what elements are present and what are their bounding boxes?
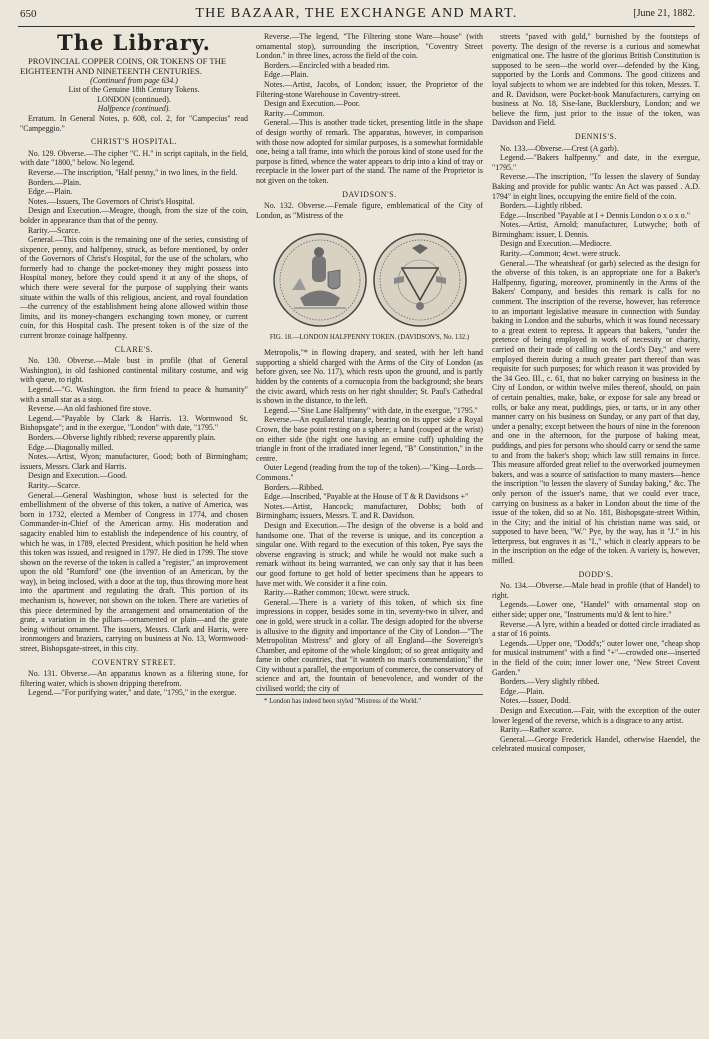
erratum: Erratum. In General Notes, p. 608, col. 2, for "Campecius" read "Campeggio." <box>20 113 248 133</box>
paragraph: Reverse.—An old fashioned fire stove. <box>28 404 152 414</box>
paragraph: Notes.—Issuer, Dodd. <box>500 696 571 706</box>
article-title: PROVINCIAL COPPER COINS, OR TOKENS OF THE EIGHTEENTH AND NINETEENTH CENTURIES. <box>20 55 227 76</box>
paragraph: General.—There is a variety of this token, of which six fine impressions in copper, besides some in tin, seventy-two in silver, and one in gold, were struck in a collar. The design adopted for the obverse is allusive to the dignity and importance of the City of London—"The Metropolitan Mistress" and glory of all England—the Sovereign's Chamber, and epitome of the whole kingdom; of so great antiquity and fame in other countries, that "it wanteth no man's commendation;" the City without a parallel, the emporium of commerce, the conservatory of science and art, the fountain of benevolence, and wonder of the civilised world; the city of <box>256 597 483 694</box>
paragraph: Borders.—Obverse lightly ribbed; reverse apparently plain. <box>28 432 216 442</box>
paragraph: streets "paved with gold," burnished by the footsteps of poverty. The design of the reverse is a curious and somewhat enigmatical one. The lustre of the glorious British Constitution is supposed to be seen—the world over—defended by the King, supported by the Lords and Commons. The good citizens and loyal subjects to whom we are indebted for this token, Messrs. T. and R. Davidson, were Pocket-book Manufacturers, carrying on business at No. 18, Sise-lane, Bucklersbury, London; and we believe the firm, just prior to the issue of the token, was Davidson and Field. <box>492 32 700 128</box>
coin-obverse <box>274 234 366 326</box>
paragraph: No. 134.—Obverse.—Male head in profile (that of Handel) to right. <box>492 581 700 600</box>
paragraph: Rarity.—Common; 4cwt. were struck. <box>500 249 621 259</box>
paragraph: Design and Execution.—Poor. <box>264 99 360 109</box>
paragraph: No. 129. Obverse.—The cipher "C. H." in script capitals, in the field, with date "1800," below. No legend. <box>20 148 248 168</box>
paragraph: Legend.—"Payable by Clark & Harris. 13. Wormwood St. Bishopsgate"; and in the exergue, "London" with date, "1795." <box>20 413 248 433</box>
location-heading: LONDON (continued). <box>97 94 171 104</box>
coin-reverse <box>374 234 466 326</box>
paragraph: Borders.—Plain. <box>28 177 82 187</box>
section-heading-dennis: DENNIS'S. <box>574 131 618 141</box>
paragraph: Borders.—Lightly ribbed. <box>500 201 583 211</box>
paragraph: Reverse.—The inscription, "To lessen the slavery of Sunday Baking and provide for public wants: An Act was passed . A.D. 1794" in eight lines, occupying the entire field of the coin. <box>492 172 700 201</box>
paragraph: Borders.—Encircled with a beaded rim. <box>264 60 390 70</box>
paragraph: Rarity.—Rather scarce. <box>500 725 574 735</box>
paragraph: Legend.—"For purifying water," and date, "1795," in the exergue. <box>28 688 237 698</box>
page-header <box>18 4 695 27</box>
paragraph: No. 131. Obverse.—An apparatus known as a filtering stone, for filtering water, which is shown dripping therefrom. <box>20 669 248 688</box>
paragraph: Reverse.—The legend, "The Filtering stone Ware—house" (with ornamental stop), surrounding the inscription, "Coventry Street London." in three lines, across the field of the coin. <box>256 32 483 61</box>
paragraph: Notes.—Artist, Hancock; manufacturer, Dobbs; both of Birmingham; issuers, Messrs. T. and R. Davidson. <box>256 501 483 521</box>
section-heading-dodds: DODD'S. <box>578 569 614 579</box>
paragraph: Rarity.—Scarce. <box>28 225 81 235</box>
paragraph: Notes.—Issuers, The Governors of Christ's Hospital. <box>28 196 195 206</box>
paragraph: General.—George Frederick Handel, otherwise Haendel, the celebrated musical composer, <box>492 734 700 754</box>
paragraph: Borders.—Ribbed. <box>264 482 324 492</box>
paragraph: Design and Execution.—The design of the obverse is a bold and handsome one. That of the reverse is unique, and its conception a singular one. With regard to the execution of this token, Pye says the obverse engraving is struck; and while he would not make such a remark without its being warranted, we can only say that it has been our good fortune to get hold of better specimens than he appears to have met with. We consider it a fine coin. <box>256 520 483 588</box>
paragraph: Outer Legend (reading from the top of the token).—"King—Lords—Commons." <box>256 463 483 482</box>
paragraph: Edge.—Inscribed, "Payable at the House of T & R Davidsons +" <box>264 492 469 502</box>
paragraph: No. 130. Obverse.—Male bust in profile (that of General Washington), in old fashioned continental military costume, and wig with queue, to right. <box>20 356 248 385</box>
section-heading-davidsons: DAVIDSON'S. <box>342 189 397 199</box>
list-title: List of the Genuine 18th Century Tokens. <box>68 85 200 95</box>
column-3 <box>492 32 700 1033</box>
footnote: * London has indeed been styled "Mistress of the World." <box>256 694 483 707</box>
coin-illustration <box>270 228 470 332</box>
paragraph: No. 133.—Obverse.—Crest (A garb). <box>500 143 619 153</box>
figure-caption: FIG. 18.—LONDON HALFPENNY TOKEN. (DAVIDSON'S, No. 132.) <box>269 334 470 342</box>
paragraph: Edge.—Inscribed "Payable at I + Dennis London o x o x o." <box>500 210 690 220</box>
paragraph: Reverse.—An equilateral triangle, bearing on its upper side a Royal Crown, the base point resting on a sphere; a hand (couped at the wrist) on either side (the right one having an ermine cuff) upholding the triangle in front of the irradiated inner legend, "B" Constitution," in the centre. <box>256 415 483 463</box>
paragraph: Legends.—Upper one, "Dodd's;" outer lower one, "cheap shop for musical instrument" with a find "+"—crowded one—inserted in the field of the coin; inner lower one, "New Street Covent Garden." <box>492 638 700 677</box>
section-heading-clares: CLARE'S. <box>114 344 154 354</box>
paragraph: Reverse.—A lyre, within a beaded or dotted circle irradiated as a star of 16 points. <box>492 619 700 639</box>
library-masthead: The Library. <box>57 32 211 55</box>
issue-date: [June 21, 1882. <box>633 8 695 19</box>
section-heading-christs-hospital: CHRIST'S HOSPITAL. <box>90 137 178 147</box>
section-heading-coventry-street: COVENTRY STREET. <box>91 657 177 667</box>
paragraph: Design and Execution.—Meagre, though, from the size of the coin, bolder in appearance than that of the penny. <box>20 206 248 225</box>
paragraph: Legends.—Lower one, "Handel" with ornamental stop on either side; upper one, "Instruments mu'd & lent to hire." <box>492 600 700 620</box>
paragraph: General.—This is another trade ticket, presenting little in the shape of design worthy of remark. The apparatus, however, in comparison with those now adopted for similar purposes, is a somewhat formidable one, being a tall frame, into which the porous kind of stone used for the purpose is fitted, whence the water appears to drip into a kind of tray or receptacle in the lower part of the stand. The name of the Proprietor is not given on the token. <box>256 118 483 185</box>
paragraph: Notes.—Artist, Jacobs, of London; issuer, the Proprietor of the Filtering-stone Warehouse in Coventry-street. <box>256 79 483 99</box>
paragraph: Legend.—"Bakers halfpenny." and date, in the exergue, "1795." <box>492 153 700 172</box>
paragraph: Edge.—Diagonally milled. <box>28 442 114 452</box>
paragraph: Legend.—"Sise Lane Halfpenny" with date, in the exergue, "1795." <box>264 405 478 415</box>
paragraph: Edge.—Plain. <box>500 686 545 696</box>
paragraph: No. 132. Obverse.—Female figure, emblematical of the City of London, as "Mistress of the <box>256 201 483 220</box>
paragraph: General.—General Washington, whose bust is selected for the embellishment of the obverse of this token, a native of America, was born in 1732, elected a Member of Congress in 1774, and chosen Commander-in-Chief of the American army. His moderation and sagacity enabled him to establish the independence of his country, of which he was, in 1789, elected President, which position he held when this token was issued, and resigned in 1797. He died in 1799. The stove shown on the reverse of the token is called a "register," an improvement upon the old "Rumford" one (the invention of an American, by the way), in being inclosed, with a door at the top, thus throwing more heat into the apartment and regulating the draft. This portion of its mechanism is, however, not shown on the token. There are varieties of this piece determined by the arrangement and ornamentation of the grate, a variation in the pillars—ornamented or plain—and the grate being without ornament. The issuers, Messrs. Clark and Harris, were ironmongers and braziers, carrying on business at No. 13, Wormwood-street, Bishopsgate-street, in this city. <box>20 490 248 654</box>
column-1 <box>20 32 248 1033</box>
paragraph: Rarity.—Scarce. <box>28 480 81 490</box>
paragraph: Metropolis,"* in flowing drapery, and seated, with her left hand supporting a shield charged with the Arms of the City of London (as before given, see No. 117), which rests upon the ground, and is partly hidden by the contents of a cornucopia from the background; she bears the civic award, which rests on her right shoulder; St. Paul's Cathedral is shown in the distance, to the left. <box>256 348 483 406</box>
paragraph: Notes.—Artist, Arnold; manufacturer, Lutwyche; both of Birmingham: issuer, I. Dennis. <box>492 220 700 239</box>
column-2 <box>256 32 483 1033</box>
publication-title: THE BAZAAR, THE EXCHANGE AND MART. <box>195 6 518 21</box>
paragraph: Rarity.—Rather common; 10cwt. were struck. <box>264 588 410 598</box>
coin-figure <box>256 228 483 342</box>
paragraph: Borders.—Very slightly ribbed. <box>500 677 600 687</box>
paragraph: General.—The wheatsheaf (or garb) selected as the design for the obverse of this token, is an appropriate one for a Baker's Halfpenny, figuring, moreover, prominently in the Arms of the Bakers' Company, and besides this remark is calls for no comment. The inscription of the reverse, however, has reference to an important legislative measure in connection with Sunday baking in London and the suburbs, which it was found necessary to a great extent to repress. It appears that bakers, "under the pretence of being employed in work of necessity or charity, carried on their trade of calling on the Lord's Day," and were employed therein during a much greater part thereof than was requisite for such purposes; for which reason it was provided by the 34 Geo. III., c. 61, that no baker carrying on business in the City of London, or within twelve miles thereof, should, on pain of certain penalties, make, bake, or expose for sale any bread or rolls, or bake any meat, puddings, pies, or tarts, or in any other manner carry on his business on Sunday, or any part of that day, under a penalty; except between the hours of nine in the forenoon and one in the afternoon, for the purpose of baking meat, puddings, and pies for persons who should carry or send the same to and from the baker's shop; which law still remains in force. This measure afforded great relief to the overworked journeymen bakers, and was a source of satisfaction to many masters—hence the inscription "to lessen the slavery of Sunday baking," &c. The only person of the issuer's name, that we could ever trace, carrying on business as a baker in London about the time of the issue of the token, did so at No. 181, Bishopsgate-street Within, in the City; and the initial of his christian name was said, or supposed to have been, "W." Pye, by the way, has it "J." in his letterpress, but engraves it as "I.," which it clearly appears to be in the inscription on the edge of the token. A variety is, however, milled. <box>492 258 700 566</box>
page-number: 650 <box>20 8 37 20</box>
paragraph: Design and Execution.—Fair, with the exception of the outer lower legend of the reverse, which is a disgrace to any artist. <box>492 705 700 725</box>
paragraph: Design and Execution.—Good. <box>28 471 128 481</box>
paragraph: Rarity.—Common. <box>264 108 325 118</box>
paragraph: Reverse.—The inscription, "Half penny," in two lines, in the field. <box>28 167 238 177</box>
denomination-heading: Halfpence (continued). <box>97 104 171 114</box>
paragraph: Notes.—Artist, Wyon; manufacturer, Good; both of Birmingham; issuers, Messrs. Clark and Harris. <box>20 452 248 471</box>
continued-note: (Continued from page 634.) <box>90 75 178 85</box>
paragraph: Edge.—Plain. <box>264 70 309 80</box>
paragraph: General.—This coin is the remaining one of the series, consisting of sixpence, penny, and halfpenny, struck, as before mentioned, by order of the Governors of Christ's Hospital, for the use of the scholars, who formerly had to change the pocket-money they might possess into Hospital money, before they could spend it at any of the shops, of which there were several for the purpose of supplying their wants situate within the walls of this religious, ancient, and royal foundation—the currency of the establishment being alone allowed within those limits, and its money-changers exchanging town money, or current coin, for this Hospital cash. The present token is of the size of the current bronze coinage halfpenny. <box>20 235 248 341</box>
paragraph: Design and Execution.—Mediocre. <box>500 239 612 249</box>
paragraph: Edge.—Plain. <box>28 187 73 197</box>
paragraph: Legend.—"G. Washington. the firm friend to peace & humanity" with a small star as a stop. <box>20 385 248 404</box>
